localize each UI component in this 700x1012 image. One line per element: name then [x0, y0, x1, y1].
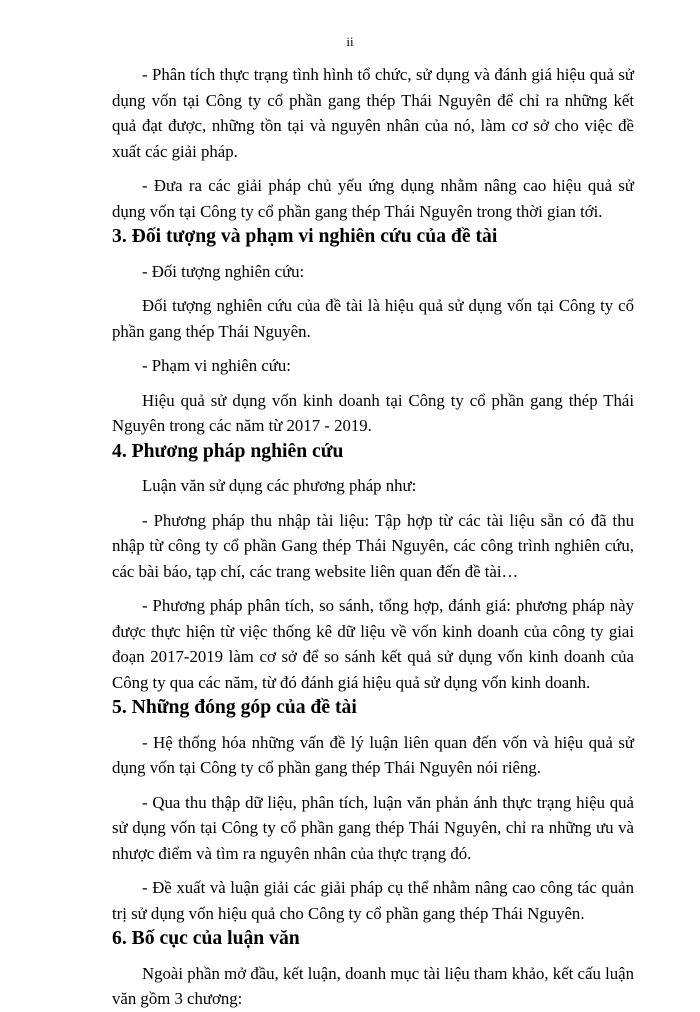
paragraph-analysis-goal: - Phân tích thực trạng tình hình tổ chức, sử dụng và đánh giá hiệu quả sử dụng vốn tại Công ty cổ phần gang thép Thái Nguyên để chỉ ra những kết quả đạt được, những tồn tại và nguyên nhân của nó, làm cơ sở cho việc đề xuất các giải pháp.: [112, 65, 634, 161]
heading-section-4: 4. Phương pháp nghiên cứu: [112, 439, 344, 462]
paragraph-research-scope: Hiệu quả sử dụng vốn kinh doanh tại Công ty cổ phần gang thép Thái Nguyên trong các năm từ 2017 - 2019.: [112, 390, 634, 435]
heading-section-5: 5. Những đóng góp của đề tài: [112, 696, 357, 718]
heading-section-3: 3. Đối tượng và phạm vi nghiên cứu của đề tài: [112, 225, 498, 247]
paragraph-methods-intro: Luận văn sử dụng các phương pháp như:: [142, 476, 417, 495]
paragraph-method-collection: - Phương pháp thu nhập tài liệu: Tập hợp từ các tài liệu sẵn có đã thu nhập từ công ty cổ phần Gang thép Thái Nguyên, các công trình nghiên cứu, các bài báo, tạp chí, các trang website liên quan đến đề tài…: [112, 510, 634, 581]
paragraph-research-object-label: - Đối tượng nghiên cứu:: [142, 261, 305, 281]
heading-section-6: 6. Bố cục của luận văn: [112, 927, 300, 949]
paragraph-method-analysis: - Phương pháp phân tích, so sánh, tổng hợp, đánh giá: phương pháp này được thực hiện từ việc thống kê dữ liệu về vốn kinh doanh của công ty giai đoạn 2017-2019 làm cơ sở để so sánh kết quả sử dụng vốn kinh doanh của Công ty qua các năm, từ đó đánh giá hiệu quả sử dụng vốn kinh doanh.: [112, 596, 634, 692]
page-number: ii: [346, 34, 354, 49]
paragraph-research-object: Đối tượng nghiên cứu của đề tài là hiệu quả sử dụng vốn tại Công ty cổ phần gang thép Thái Nguyên.: [112, 296, 634, 341]
paragraph-structure: Ngoài phần mở đầu, kết luận, doanh mục tài liệu tham khảo, kết cấu luận văn gồm 3 chương:: [112, 963, 634, 1008]
paragraph-solutions-goal: - Đưa ra các giải pháp chủ yếu ứng dụng nhằm nâng cao hiệu quả sử dụng vốn tại Công ty cổ phần gang thép Thái Nguyên trong thời gian tới.: [112, 176, 634, 221]
paragraph-contribution-3: - Đề xuất và luận giải các giải pháp cụ thể nhằm nâng cao công tác quản trị sử dụng vốn hiệu quả cho Công ty cổ phần gang thép Thái Nguyên.: [112, 878, 634, 923]
paragraph-contribution-2: - Qua thu thập dữ liệu, phân tích, luận văn phản ánh thực trạng hiệu quả sử dụng vốn tại Công ty cổ phần gang thép Thái Nguyên, chỉ ra những ưu và nhược điểm và tìm ra nguyên nhân của thực trạng đó.: [112, 792, 634, 863]
document-body: [112, 62, 634, 1012]
paragraph-contribution-1: - Hệ thống hóa những vấn đề lý luận liên quan đến vốn và hiệu quả sử dụng vốn tại Công ty cổ phần gang thép Thái Nguyên nói riêng.: [112, 732, 634, 777]
paragraph-research-scope-label: - Phạm vi nghiên cứu:: [142, 356, 291, 375]
